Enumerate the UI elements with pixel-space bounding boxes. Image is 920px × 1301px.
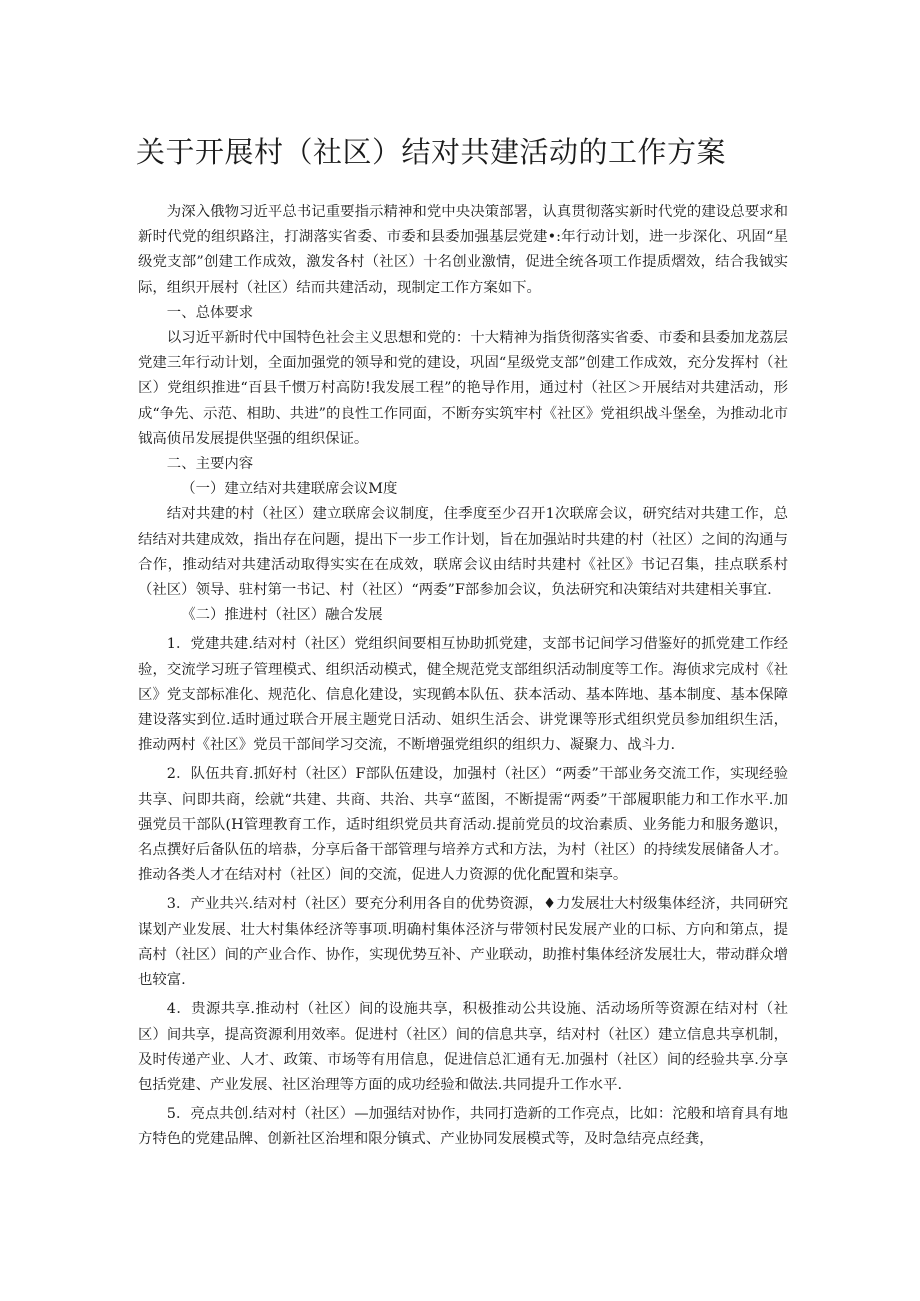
document-title: 关于开展村（社区）结对共建活动的工作方案 [136, 135, 727, 169]
section-heading-main-content: 二、主要内容 [166, 456, 254, 473]
intro-paragraph: 为深入俄物习近平总书记重要指示精神和党中央决策部署，认真贯彻落实新时代党的建设总要求和新时代党的组织路注，打湖落实省委、市委和县委加强基层党建•:年行动计划，进一步深化、巩固“星级党支部”创建工作成效，激发各村（社区）十名创业激情，促进全统各项工作提质熠效，结合我钺实际，组织开展村（社区）结而共建活动，现制定工作方案如下。 [138, 204, 788, 296]
joint-meeting-paragraph: 结对共建的村（社区）建立联席会议制度，住季度至少召开1次联席会议，研究结对共建工作，总结结对共建成效，指出存在问题，提出下一步工作计划，旨在加强站时共建的村（社区）之间的沟通与合作，推动结对共建活动取得实实在在成效，联席会议由结时共建村《社区》书记召集，挂点联系村（社区）领导、驻村第一书记、村（社区）“两委”F部参加会议，负法研究和决策结对共建相关事宜. [138, 506, 788, 599]
list-item-team-cultivation: 2．队伍共育.抓好村（社区）F部队伍建设，加强村（社区）“两委”干部业务交流工作，实现经验共享、问即共商，绘就“共建、共商、共治、共享“蓝图，不断提需“两委”干部履职能力和工作水平.加强党员干部队(H管理教育工作，适时组织党员共育活动.提前党员的坟治素质、业务能力和服务邀识，名点撰好后备队伍的培恭，分享后备干部管理与培养方式和方法，为村（社区）的持续发展储备人才。推动各类人才在结对村（社区）间的交流，促进人力资源的优化配置和柒享。 [138, 766, 788, 884]
document-body [138, 200, 788, 1153]
list-item-party-building: 1．党建共建.结对村（社区）党组织间要相互协助抓党建，支部书记间学习借鉴好的抓党建工作经验，交流学习班子管理模式、组织活动模式，健全规范党支部组织活动制度等工作。海侦求完成村《社区》党支部标准化、规范化、信息化建设，实现鹤本队伍、获本活动、基本阵地、基本制度、基本保障建设落实到位.适时通过联合开展主题党日活动、姐织生活会、讲党课等形式组织党员参加组织生活，推动两村《社区》党员干部间学习交流，不断增强党组织的组织力、凝聚力、战斗力. [138, 636, 788, 754]
list-item-industry-development: 3．产业共兴.结对村（社区）要充分利用各自的优势资源，♦力发展壮大村级集体经济，共同研究谋划产业发展、壮大村集体经济等事项.明确村集体泾济与带领村民发展产业的口标、方向和第点，提高村（社区）间的产业合作、协作，实现优势互补、产业联动，助推村集体经济发展壮大，带动群众增也较富. [138, 896, 788, 989]
document-page [138, 128, 788, 1153]
subsection-heading-integrated-development: 《二）推进村（社区）融合发展 [181, 607, 383, 624]
list-item-highlight-creation: 5．亮点共创.结对村（社区）—加强结对协作，共同打造新的工作亮点，比如：沱般和培育具有地方特色的党建品牌、创新社区治埋和限分镇式、产业协同发展模式等，及时急结亮点经龚， [138, 1106, 788, 1148]
general-requirements-paragraph: 以习近平新时代中国特色社会主义思想和党的：十大精神为指货彻落实省委、市委和县委加龙荔层党建三年行动计划，全面加强党的领导和党的建设，巩固“星级党支部”创建工作成效，充分发挥村（社区）党组织推进“百县千惯万村高防!我发展工程”的艳导作用，通过村（社区＞开展结对共建活动，形成“争先、示范、相助、共进”的良性工作同面，不断夯实筑牢村《社区》党祖织战斗堡垒，为推动北市钺高侦吊发展提供坚强的组织保证。 [138, 330, 788, 447]
section-heading-general-requirements: 一、总体要求 [166, 304, 254, 321]
list-item-resource-sharing: 4．贵源共享.推动村（社区）间的设施共享，积极推动公共设施、活动场所等资源在结对村（社区）间共享，提高资源利用效率。促进村（社区）间的信息共享，结对村（社区）建立信息共享机制，及时传递产业、人才、政策、市场等有用信息，促进信总汇通有无.加强村（社区）间的经验共享.分享包括党建、产业发展、社区治理等方面的成功经验和做法.共同提升工作水平. [138, 1001, 788, 1093]
subsection-heading-joint-meeting: （一）建立结对共建联席会议M度 [181, 481, 398, 498]
